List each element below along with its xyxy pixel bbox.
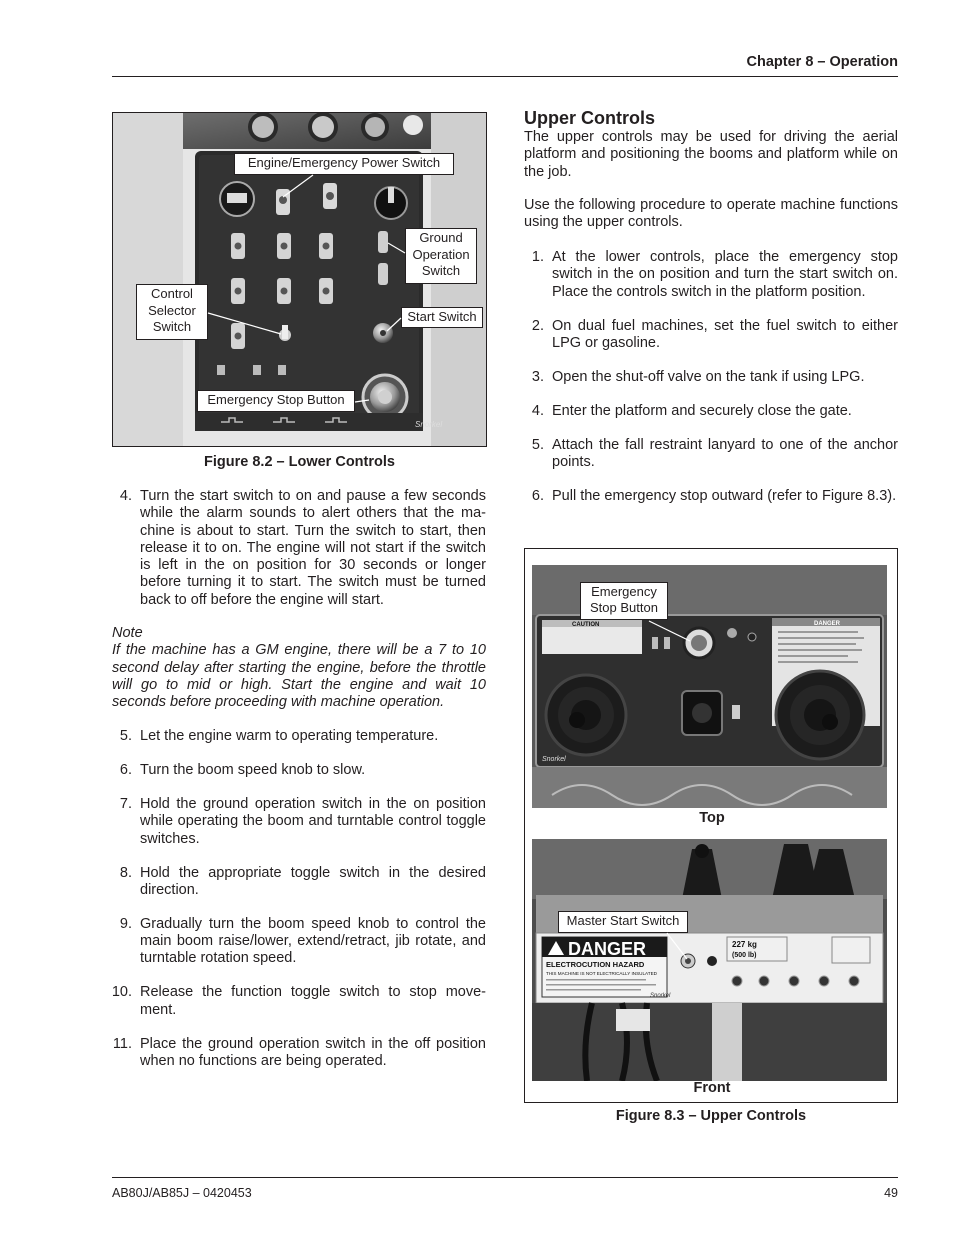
capacity-lb-text: (500 lb)	[732, 952, 757, 959]
note-block	[112, 625, 486, 711]
list-item-text: Pull the emergency stop outward (refer to Figure 8.3).	[552, 488, 897, 505]
upper-controls-heading: Upper Controls	[524, 108, 656, 128]
callout-upper-emergency-stop: Emergency Stop Button	[580, 582, 668, 620]
upper-intro-2: Use the following procedure to operate machine functions using the upper controls.	[524, 197, 898, 231]
lower-panel-brand: Snorkel	[415, 420, 443, 429]
list-item	[111, 984, 486, 1019]
note-text: If the machine has a GM engine, there will be a 7 to 10 second delay after starting the engine, before the throttle will go to mid or high. Start the engine and wait 10 seconds before proceeding with machine operation.	[112, 642, 486, 711]
left-steps-block-2	[111, 728, 486, 1087]
list-item-number: 4.	[531, 402, 544, 419]
list-item	[528, 318, 898, 353]
list-item-text: Hold the ground operation switch in the on position while operating the boom and turntable control toggle switches.	[140, 795, 486, 847]
list-item	[528, 403, 898, 420]
list-item-number: 1.	[531, 249, 544, 265]
list-item-number: 8.	[119, 864, 132, 881]
figure-lower-caption: Figure 8.2 – Lower Controls	[204, 454, 395, 470]
upper-front-label: Front	[693, 1080, 731, 1096]
upper-front-brand: Snorkel	[650, 993, 671, 999]
hazard-text: ELECTROCUTION HAZARD	[546, 960, 645, 969]
callout-master-start-switch: Master Start Switch	[558, 911, 688, 933]
list-item-number: 5.	[531, 436, 544, 453]
list-item	[112, 1035, 486, 1071]
list-item	[528, 488, 898, 505]
list-item-text: At the lower controls, place the emergency stop switch in the on position and turn the start switch on. Place the controls switch in the platform position.	[552, 249, 898, 300]
list-item-text: Place the ground operation switch in the off position when no functions are being operated.	[140, 1035, 486, 1069]
list-item-text: Let the engine warm to operating temperature.	[140, 728, 439, 744]
caution-label-text: CAUTION	[572, 622, 600, 628]
list-item-text: Hold the appropriate toggle switch in the desired direction.	[140, 864, 486, 898]
list-item: 4. Turn the start switch to on and pause a few seconds while the alarm sounds to alert others that the ma-chine is about to start. Turn the switch to start, then release it to on. The engine will not start if the switch is left in the on position for 30 seconds or longer before turning it to start. The switch must be turned back to off before the engine will start.	[119, 488, 486, 608]
header-rule	[112, 76, 898, 77]
steps-list-left-b	[111, 728, 486, 1070]
list-item-text: Attach the fall restraint lanyard to one of the anchor points.	[552, 436, 898, 471]
list-item	[528, 369, 898, 386]
upper-steps-block	[528, 249, 898, 522]
steps-list-left-a	[116, 488, 486, 609]
note-label: Note	[112, 625, 143, 641]
steps-list-upper	[528, 249, 898, 505]
upper-top-brand: Snorkel	[542, 756, 566, 763]
list-item-text: Release the function toggle switch to stop move-ment.	[140, 984, 486, 1018]
upper-top-label: Top	[699, 810, 725, 826]
footer-page-number: 49	[884, 1186, 898, 1200]
capacity-kg-text: 227 kg	[732, 940, 757, 949]
list-item-number: 6.	[531, 488, 544, 505]
list-item-number: 9.	[119, 915, 132, 932]
danger-label-small-text: DANGER	[814, 621, 841, 627]
list-item	[528, 249, 898, 301]
list-item-number: 11.	[112, 1035, 132, 1052]
list-item	[116, 916, 486, 968]
left-steps-block	[116, 488, 486, 626]
list-item-number: 3.	[531, 368, 544, 385]
danger-sign-text: DANGER	[568, 939, 647, 959]
list-item-number: 2.	[531, 317, 544, 334]
figure-upper-caption: Figure 8.3 – Upper Controls	[615, 1108, 807, 1124]
list-item-text: Gradually turn the boom speed knob to control the main boom raise/lower, extend/retract, jib rotate, and turntable rotation speed.	[140, 915, 486, 967]
footer-doc-number: AB80J/AB85J – 0420453	[112, 1186, 252, 1200]
figure-upper-controls	[524, 548, 898, 1103]
callout-control-selector-switch: Control Selector Switch	[136, 284, 208, 340]
list-item	[116, 796, 486, 848]
list-item	[528, 437, 898, 472]
callout-emergency-stop-button: Emergency Stop Button	[197, 390, 355, 412]
list-item	[116, 728, 486, 745]
callout-start-switch: Start Switch	[401, 307, 483, 328]
hazard-sub-text: THIS MACHINE IS NOT ELECTRICALLY INSULATED	[546, 971, 657, 976]
upper-front-leader	[525, 549, 899, 1104]
list-item-number: 7.	[119, 795, 132, 812]
list-item-text: Enter the platform and securely close the gate.	[552, 402, 852, 419]
list-item-text: On dual fuel machines, set the fuel switch to either LPG or gasoline.	[552, 317, 898, 351]
list-item	[116, 762, 486, 779]
callout-ground-operation-switch: Ground Operation Switch	[405, 228, 477, 284]
callout-engine-power-switch: Engine/Emergency Power Switch	[234, 153, 454, 175]
list-item-number: 6.	[119, 761, 132, 778]
footer-rule	[112, 1177, 898, 1178]
chapter-title: Chapter 8 – Operation	[746, 54, 898, 70]
figure-lower-controls	[112, 112, 487, 447]
upper-intro: The upper controls may be used for driving the aerial platform and positioning the booms and platform while on the job.	[524, 129, 898, 180]
list-item-text: Turn the boom speed knob to slow.	[140, 761, 366, 778]
list-item-number: 5.	[119, 728, 132, 744]
list-item	[116, 865, 486, 900]
lower-callout-leaders	[113, 113, 486, 446]
list-item-number: 10.	[111, 984, 132, 1001]
list-item-text: Open the shut-off valve on the tank if using LPG.	[552, 368, 865, 385]
